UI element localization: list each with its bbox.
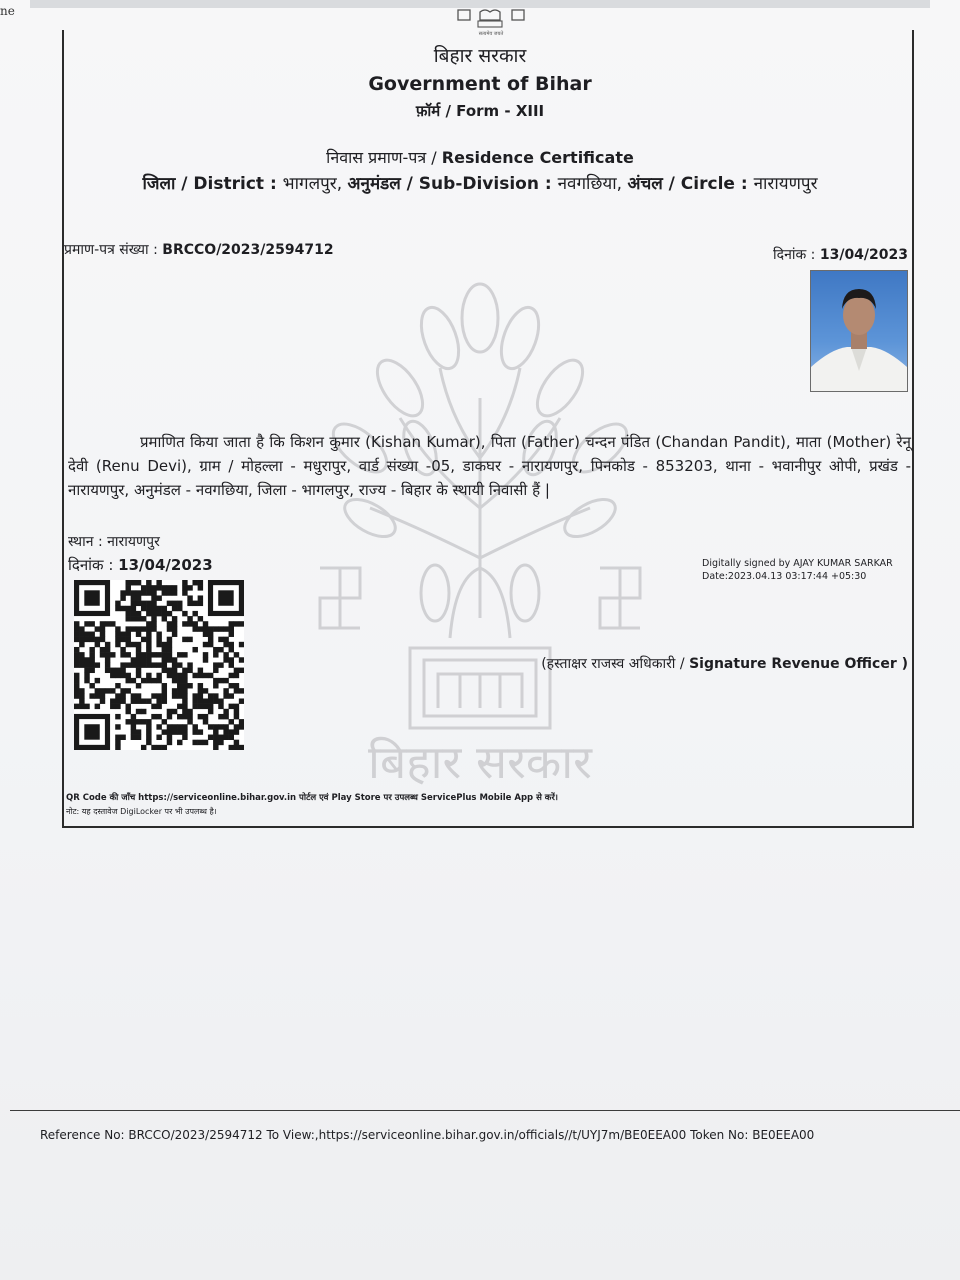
digilocker-note: नोट: यह दस्तावेज DigiLocker पर भी उपलब्ध है। (66, 807, 217, 816)
footer-divider (10, 1110, 960, 1111)
bihar-tree-watermark (300, 278, 660, 792)
sign-date-label: दिनांक : (68, 556, 119, 574)
signature-label-english: Signature Revenue Officer ) (689, 656, 908, 672)
certificate-number (64, 240, 334, 259)
subdivision-label: अनुमंडल / Sub-Division : (347, 174, 558, 194)
qr-code (74, 580, 244, 750)
corner-text: ne (0, 4, 15, 18)
qr-verification-note: QR Code की जाँच https://serviceonline.bihar.gov.in पोर्टल एवं Play Store पर उपलब्ध ServicePlus Mobile App से करें। (66, 793, 559, 803)
issue-date (773, 245, 908, 264)
watermark-text: बिहार सरकार (368, 735, 592, 788)
certificate-title-english: Residence Certificate (441, 148, 634, 167)
certificate-title-hindi: निवास प्रमाण-पत्र / (326, 148, 442, 167)
paper-edge (30, 0, 930, 8)
place: स्थान : नारायणपुर (68, 534, 160, 550)
certificate-body: प्रमाणित किया जाता है कि किशन कुमार (Kishan Kumar), पिता (Father) चन्दन पंडित (Chandan Pandit), माता (Mother) रेनू देवी (Renu Devi), ग्राम / मोहल्ला - मधुरापुर, वार्ड संख्या -05, डाकघर - नारायणपुर, पिनकोड - 853203, थाना - भवानीपुर ओपी, प्रखंड - नारायणपुर, अनुमंडल - नवगछिया, जिला - भागलपुर, राज्य - बिहार के स्थायी निवासी हैं | (68, 433, 911, 499)
sign-date (68, 555, 213, 575)
digital-signature (702, 557, 893, 583)
circle-label: अंचल / Circle : (627, 174, 754, 194)
certificate-number-value: BRCCO/2023/2594712 (162, 242, 334, 258)
digital-signature-date: Date:2023.04.13 03:17:44 +05:30 (702, 571, 867, 582)
district-value: भागलपुर, (282, 174, 348, 194)
issue-date-value: 13/04/2023 (819, 247, 908, 263)
sign-date-value: 13/04/2023 (118, 556, 213, 574)
digital-signature-signer: Digitally signed by AJAY KUMAR SARKAR (702, 558, 893, 569)
issue-date-label: दिनांक : (773, 247, 820, 263)
district-line (0, 171, 960, 194)
header-english-title: Government of Bihar (368, 73, 592, 95)
district-label: जिला / District : (142, 174, 283, 194)
form-number: फ़ॉर्म / Form - XIII (415, 102, 545, 120)
certificate-title (0, 146, 960, 168)
reference-line: Reference No: BRCCO/2023/2594712 To View:,https://serviceonline.bihar.gov.in/officials//t/UYJ7m/BE0EEA00 Token No: BE0EEA00 (40, 1128, 815, 1142)
certificate-number-label: प्रमाण-पत्र संख्या : (64, 242, 163, 258)
signature-label (541, 654, 908, 673)
emblem-motto: सत्यमेव जयते (478, 31, 504, 36)
signature-label-hindi: (हस्ताक्षर राजस्व अधिकारी / (541, 656, 690, 672)
subdivision-value: नवगछिया, (557, 174, 628, 194)
circle-value: नारायणपुर (753, 174, 818, 194)
national-emblem-icon (456, 8, 526, 40)
applicant-photo (810, 270, 908, 392)
header-hindi-title: बिहार सरकार (433, 45, 527, 67)
